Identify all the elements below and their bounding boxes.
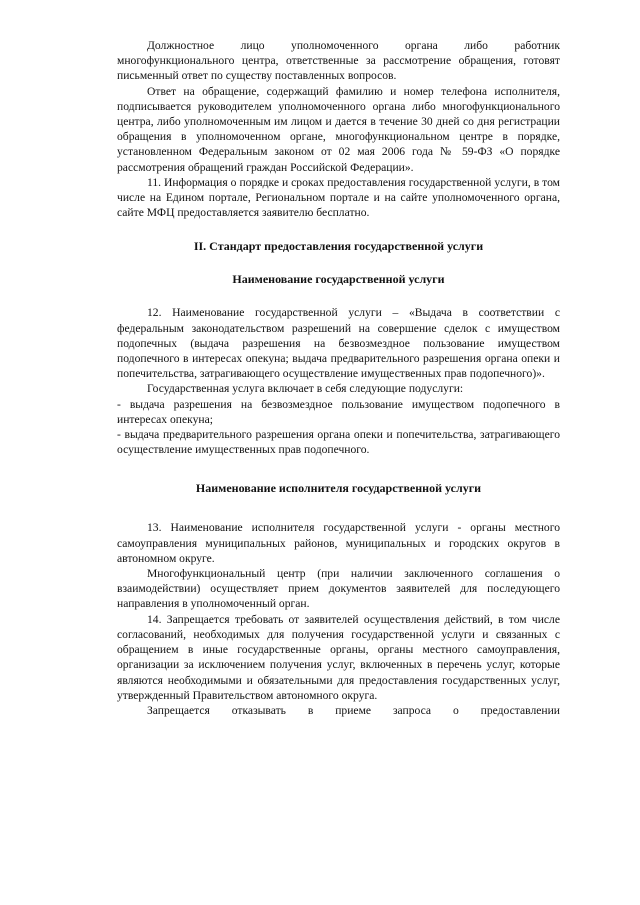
paragraph: 14. Запрещается требовать от заявителей осуществления действий, в том числе согласований, необходимых для получения государственной услуги и связанных с обращением в иные государственные органы, органы местного самоуправления, организации за исключением получения услуг, включенных в перечень услуг, которые являются необходимыми и обязательными для предоставления государственных услуг, утвержденный Правительством автономного округа. (117, 612, 560, 702)
paragraph: 11. Информация о порядке и сроках предоставления государственной услуги, в том числе на Едином портале, Региональном портале и на сайте уполномоченного органа, сайте МФЦ предоставляется заявителю бесплатно. (117, 175, 560, 220)
paragraph: Должностное лицо уполномоченного органа либо работник многофункционального центра, ответственные за рассмотрение обращения, готовят письменный ответ по существу поставленных вопросов. (117, 39, 560, 83)
paragraph: 13. Наименование исполнителя государственной услуги - органы местного самоуправления муниципальных районов, муниципальных и городских округов в автономном округе. (117, 521, 560, 565)
paragraph: Запрещается отказывать в приеме запроса о предоставлении (147, 703, 560, 717)
list-item: - выдача разрешения на безвозмездное пользование имуществом подопечного в интересах опекуна; (117, 397, 560, 426)
section-heading: II. Стандарт предоставления государственной услуги (193, 239, 484, 254)
paragraph: 12. Наименование государственной услуги – «Выдача в соответствии с федеральным законодательством разрешений на совершение сделок с имуществом подопечных (выдача разрешения на безвозмездное пользование имуществом подопечного в интересах опекуна; выдача предварительного разрешения органа опеки и попечительства, затрагивающего осуществление имущественных прав подопечного)». (117, 306, 560, 381)
paragraph: Многофункциональный центр (при наличии заключенного соглашения о взаимодействии) осуществляет прием документов заявителей для последующего направления в уполномоченный орган. (117, 567, 560, 611)
subsection-heading: Наименование исполнителя государственной услуги (195, 481, 482, 496)
paragraph: Ответ на обращение, содержащий фамилию и номер телефона исполнителя, подписывается руководителем уполномоченного органа либо многофункционального центра, либо уполномоченным им лицом и дается в течение 30 дней со дня регистрации обращения в уполномоченном органе, многофункциональном центре в порядке, установленном Федеральным законом от 02 мая 2006 года № 59-ФЗ «О порядке рассмотрения обращений граждан Российской Федерации». (117, 84, 560, 174)
list-item: - выдача предварительного разрешения органа опеки и попечительства, затрагивающего осуществление имущественных прав подопечного. (117, 428, 560, 457)
paragraph: Государственная услуга включает в себя следующие подуслуги: (147, 382, 464, 396)
subsection-heading: Наименование государственной услуги (232, 272, 445, 287)
